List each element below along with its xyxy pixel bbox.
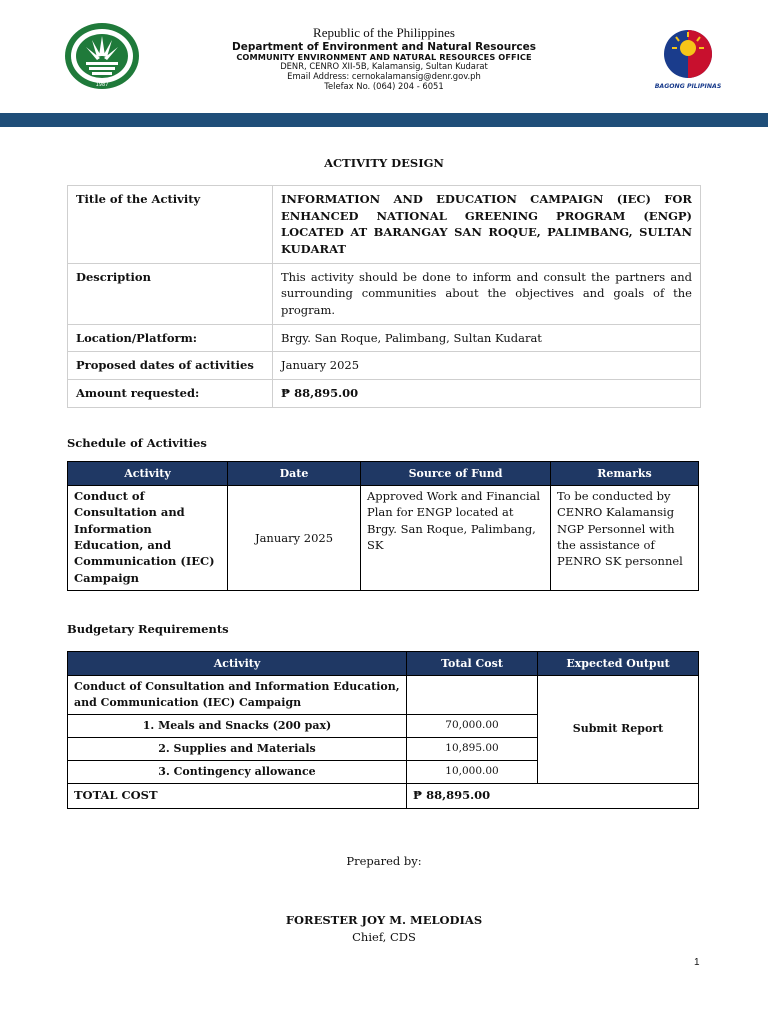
table-header-row [68,652,699,676]
department-line: Department of Environment and Natural Resources [232,40,536,53]
budget-item-label: 2. Supplies and Materials [68,737,407,760]
location-value: Brgy. San Roque, Palimbang, Sultan Kudarat [273,324,701,352]
dates-value: January 2025 [273,352,701,380]
seal-year: 1987 [95,82,109,88]
col-source: Source of Fund [361,462,551,486]
amount-label: Amount requested: [68,380,273,408]
col-activity: Activity [68,462,228,486]
budget-item-label: 1. Meals and Snacks (200 pax) [68,714,407,737]
schedule-table [67,461,699,591]
budget-activity-cost [407,676,538,715]
description-label: Description [68,263,273,324]
col-date: Date [228,462,361,486]
expected-output: Submit Report [538,676,699,784]
dates-label: Proposed dates of activities [68,352,273,380]
table-row [68,263,701,324]
amount-value: ₱ 88,895.00 [273,380,701,408]
col-budget-activity: Activity [68,652,407,676]
schedule-source: Approved Work and Financial Plan for ENGP located at Brgy. San Roque, Palimbang, SK [361,486,551,591]
bagong-pilipinas-logo-icon [650,22,726,92]
location-label: Location/Platform: [68,324,273,352]
table-row [68,676,699,715]
table-row [68,380,701,408]
budget-item-cost: 10,895.00 [407,737,538,760]
letterhead [0,0,768,112]
schedule-heading: Schedule of Activities [67,436,207,450]
table-row [68,324,701,352]
budget-heading: Budgetary Requirements [67,622,229,636]
telefax-line: Telefax No. (064) 204 - 6051 [324,80,444,91]
republic-line: Republic of the Philippines [313,25,455,40]
header-divider-bar [0,113,768,127]
total-cost-value: ₱ 88,895.00 [407,783,699,808]
budget-item-label: 3. Contingency allowance [68,760,407,783]
title-value: INFORMATION AND EDUCATION CAMPAIGN (IEC) FOR ENHANCED NATIONAL GREENING PROGRAM (ENGP) LOCATED AT BARANGAY SAN ROQUE, PALIMBANG, SULTAN KUDARAT [273,186,701,264]
schedule-activity: Conduct of Consultation and Information Education, and Communication (IEC) Campaign [68,486,228,591]
prepared-by-label: Prepared by: [346,854,422,868]
email-line: Email Address: cernokalamansig@denr.gov.ph [287,71,481,82]
table-row [68,186,701,264]
budget-item-cost: 10,000.00 [407,760,538,783]
signatory-role: Chief, CDS [352,930,416,944]
page-number: 1 [694,957,700,968]
letterhead-text [150,26,618,91]
budget-item-cost: 70,000.00 [407,714,538,737]
col-total-cost: Total Cost [407,652,538,676]
signatory-name: FORESTER JOY M. MELODIAS [285,913,483,927]
budget-activity: Conduct of Consultation and Information Education, and Communication (IEC) Campaign [68,676,407,715]
table-header-row [68,462,699,486]
title-label: Title of the Activity [68,186,273,264]
description-value: This activity should be done to inform and consult the partners and surrounding communities about the objectives and goals of the program. [273,263,701,324]
bagong-pilipinas-label: BAGONG PILIPINAS [654,83,722,90]
budget-table [67,651,699,809]
col-expected-output: Expected Output [538,652,699,676]
schedule-date: January 2025 [228,486,361,591]
schedule-remarks: To be conducted by CENRO Kalamansig NGP Personnel with the assistance of PENRO SK personnel [551,486,699,591]
office-line: COMMUNITY ENVIRONMENT AND NATURAL RESOURCES OFFICE [236,52,532,62]
table-row [68,352,701,380]
table-row [68,783,699,808]
address-line: DENR, CENRO XII-5B, Kalamansig, Sultan Kudarat [280,61,488,72]
activity-info-table [67,185,701,408]
total-cost-label: TOTAL COST [68,783,407,808]
table-row [68,486,699,591]
document-title: ACTIVITY DESIGN [324,156,444,170]
denr-seal-icon [64,22,140,90]
col-remarks: Remarks [551,462,699,486]
